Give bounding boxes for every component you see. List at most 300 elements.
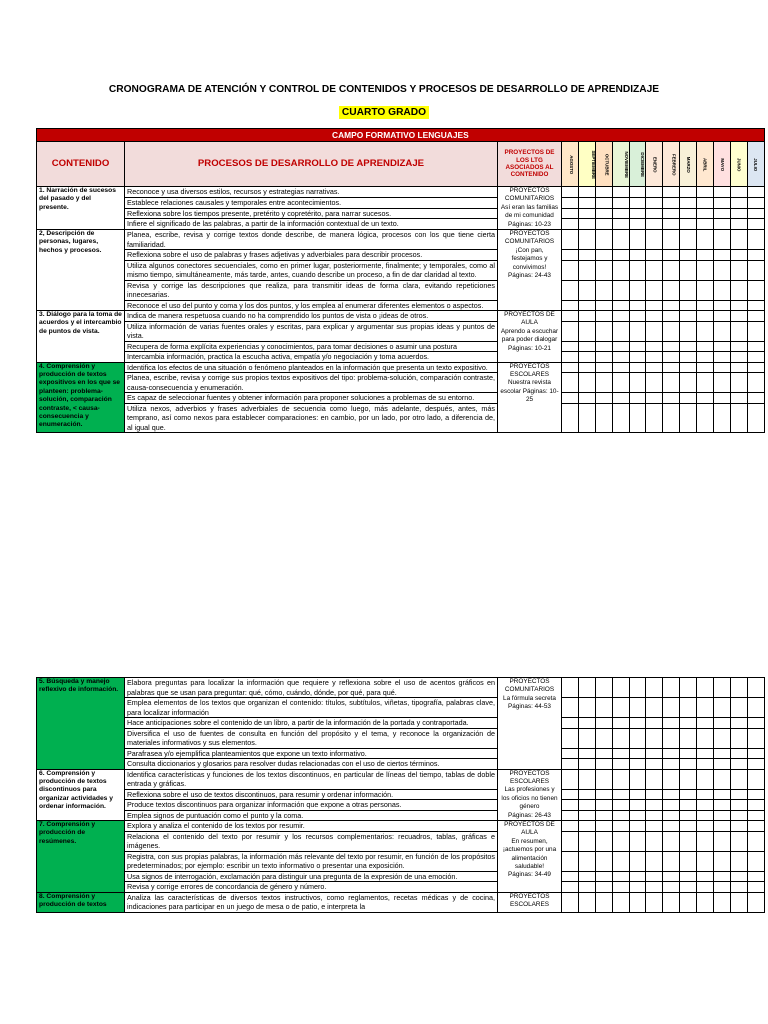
month-checkbox-cell[interactable]: [612, 718, 629, 729]
month-checkbox-cell[interactable]: [612, 800, 629, 811]
month-checkbox-cell[interactable]: [578, 748, 595, 759]
month-checkbox-cell[interactable]: [646, 748, 663, 759]
month-checkbox-cell[interactable]: [747, 280, 764, 300]
month-checkbox-cell[interactable]: [730, 748, 747, 759]
month-checkbox-cell[interactable]: [747, 821, 764, 832]
month-checkbox-cell[interactable]: [663, 311, 680, 322]
month-checkbox-cell[interactable]: [714, 810, 731, 821]
month-checkbox-cell[interactable]: [697, 230, 714, 250]
month-checkbox-cell[interactable]: [747, 311, 764, 322]
month-checkbox-cell[interactable]: [629, 718, 646, 729]
month-checkbox-cell[interactable]: [646, 769, 663, 789]
month-checkbox-cell[interactable]: [663, 789, 680, 800]
month-checkbox-cell[interactable]: [646, 789, 663, 800]
month-checkbox-cell[interactable]: [747, 769, 764, 789]
month-checkbox-cell[interactable]: [612, 892, 629, 912]
month-checkbox-cell[interactable]: [714, 219, 731, 230]
month-checkbox-cell[interactable]: [612, 311, 629, 322]
month-checkbox-cell[interactable]: [612, 219, 629, 230]
month-checkbox-cell[interactable]: [730, 230, 747, 250]
month-checkbox-cell[interactable]: [578, 821, 595, 832]
month-checkbox-cell[interactable]: [646, 871, 663, 882]
month-checkbox-cell[interactable]: [595, 250, 612, 261]
month-checkbox-cell[interactable]: [680, 821, 697, 832]
month-checkbox-cell[interactable]: [562, 892, 579, 912]
month-checkbox-cell[interactable]: [680, 341, 697, 352]
month-checkbox-cell[interactable]: [747, 230, 764, 250]
month-checkbox-cell[interactable]: [578, 678, 595, 698]
month-checkbox-cell[interactable]: [562, 352, 579, 363]
month-checkbox-cell[interactable]: [714, 748, 731, 759]
month-checkbox-cell[interactable]: [663, 728, 680, 748]
month-checkbox-cell[interactable]: [595, 882, 612, 893]
month-checkbox-cell[interactable]: [714, 892, 731, 912]
month-checkbox-cell[interactable]: [595, 393, 612, 404]
month-checkbox-cell[interactable]: [562, 810, 579, 821]
month-checkbox-cell[interactable]: [714, 280, 731, 300]
month-checkbox-cell[interactable]: [730, 250, 747, 261]
month-checkbox-cell[interactable]: [612, 280, 629, 300]
month-checkbox-cell[interactable]: [680, 810, 697, 821]
month-checkbox-cell[interactable]: [629, 393, 646, 404]
month-checkbox-cell[interactable]: [595, 810, 612, 821]
month-checkbox-cell[interactable]: [697, 341, 714, 352]
month-checkbox-cell[interactable]: [697, 800, 714, 811]
month-checkbox-cell[interactable]: [663, 821, 680, 832]
month-checkbox-cell[interactable]: [714, 260, 731, 280]
month-checkbox-cell[interactable]: [697, 250, 714, 261]
month-checkbox-cell[interactable]: [697, 311, 714, 322]
month-checkbox-cell[interactable]: [747, 748, 764, 759]
month-checkbox-cell[interactable]: [697, 748, 714, 759]
month-checkbox-cell[interactable]: [697, 280, 714, 300]
month-checkbox-cell[interactable]: [663, 800, 680, 811]
month-checkbox-cell[interactable]: [730, 260, 747, 280]
month-checkbox-cell[interactable]: [680, 197, 697, 208]
month-checkbox-cell[interactable]: [612, 230, 629, 250]
month-checkbox-cell[interactable]: [578, 393, 595, 404]
month-checkbox-cell[interactable]: [629, 362, 646, 373]
month-checkbox-cell[interactable]: [629, 851, 646, 871]
month-checkbox-cell[interactable]: [595, 321, 612, 341]
month-checkbox-cell[interactable]: [730, 197, 747, 208]
month-checkbox-cell[interactable]: [595, 759, 612, 770]
month-checkbox-cell[interactable]: [562, 851, 579, 871]
month-checkbox-cell[interactable]: [697, 882, 714, 893]
month-checkbox-cell[interactable]: [595, 187, 612, 198]
month-checkbox-cell[interactable]: [730, 851, 747, 871]
month-checkbox-cell[interactable]: [562, 748, 579, 759]
month-checkbox-cell[interactable]: [562, 698, 579, 718]
month-checkbox-cell[interactable]: [646, 403, 663, 433]
month-checkbox-cell[interactable]: [612, 882, 629, 893]
month-checkbox-cell[interactable]: [629, 871, 646, 882]
month-checkbox-cell[interactable]: [747, 373, 764, 393]
month-checkbox-cell[interactable]: [680, 187, 697, 198]
month-checkbox-cell[interactable]: [680, 393, 697, 404]
month-checkbox-cell[interactable]: [680, 321, 697, 341]
month-checkbox-cell[interactable]: [595, 871, 612, 882]
month-checkbox-cell[interactable]: [663, 831, 680, 851]
month-checkbox-cell[interactable]: [578, 810, 595, 821]
month-checkbox-cell[interactable]: [612, 851, 629, 871]
month-checkbox-cell[interactable]: [629, 230, 646, 250]
month-checkbox-cell[interactable]: [663, 698, 680, 718]
month-checkbox-cell[interactable]: [730, 373, 747, 393]
month-checkbox-cell[interactable]: [697, 851, 714, 871]
month-checkbox-cell[interactable]: [578, 698, 595, 718]
month-checkbox-cell[interactable]: [646, 373, 663, 393]
month-checkbox-cell[interactable]: [562, 759, 579, 770]
month-checkbox-cell[interactable]: [612, 759, 629, 770]
month-checkbox-cell[interactable]: [646, 250, 663, 261]
month-checkbox-cell[interactable]: [612, 362, 629, 373]
month-checkbox-cell[interactable]: [680, 300, 697, 311]
month-checkbox-cell[interactable]: [730, 352, 747, 363]
month-checkbox-cell[interactable]: [680, 769, 697, 789]
month-checkbox-cell[interactable]: [562, 280, 579, 300]
month-checkbox-cell[interactable]: [595, 892, 612, 912]
month-checkbox-cell[interactable]: [629, 403, 646, 433]
month-checkbox-cell[interactable]: [578, 892, 595, 912]
month-checkbox-cell[interactable]: [595, 280, 612, 300]
month-checkbox-cell[interactable]: [595, 352, 612, 363]
month-checkbox-cell[interactable]: [629, 810, 646, 821]
month-checkbox-cell[interactable]: [747, 882, 764, 893]
month-checkbox-cell[interactable]: [747, 851, 764, 871]
month-checkbox-cell[interactable]: [747, 800, 764, 811]
month-checkbox-cell[interactable]: [578, 403, 595, 433]
month-checkbox-cell[interactable]: [663, 718, 680, 729]
month-checkbox-cell[interactable]: [714, 871, 731, 882]
month-checkbox-cell[interactable]: [612, 403, 629, 433]
month-checkbox-cell[interactable]: [730, 280, 747, 300]
month-checkbox-cell[interactable]: [747, 321, 764, 341]
month-checkbox-cell[interactable]: [629, 882, 646, 893]
month-checkbox-cell[interactable]: [562, 230, 579, 250]
month-checkbox-cell[interactable]: [578, 851, 595, 871]
month-checkbox-cell[interactable]: [730, 219, 747, 230]
month-checkbox-cell[interactable]: [646, 831, 663, 851]
month-checkbox-cell[interactable]: [697, 759, 714, 770]
month-checkbox-cell[interactable]: [595, 678, 612, 698]
month-checkbox-cell[interactable]: [562, 393, 579, 404]
month-checkbox-cell[interactable]: [714, 403, 731, 433]
month-checkbox-cell[interactable]: [612, 698, 629, 718]
month-checkbox-cell[interactable]: [730, 892, 747, 912]
month-checkbox-cell[interactable]: [680, 678, 697, 698]
month-checkbox-cell[interactable]: [562, 300, 579, 311]
month-checkbox-cell[interactable]: [629, 831, 646, 851]
month-checkbox-cell[interactable]: [697, 393, 714, 404]
month-checkbox-cell[interactable]: [730, 300, 747, 311]
month-checkbox-cell[interactable]: [697, 300, 714, 311]
month-checkbox-cell[interactable]: [663, 250, 680, 261]
month-checkbox-cell[interactable]: [612, 260, 629, 280]
month-checkbox-cell[interactable]: [562, 197, 579, 208]
month-checkbox-cell[interactable]: [714, 321, 731, 341]
month-checkbox-cell[interactable]: [714, 882, 731, 893]
month-checkbox-cell[interactable]: [730, 321, 747, 341]
month-checkbox-cell[interactable]: [714, 352, 731, 363]
month-checkbox-cell[interactable]: [595, 831, 612, 851]
month-checkbox-cell[interactable]: [663, 352, 680, 363]
month-checkbox-cell[interactable]: [730, 831, 747, 851]
month-checkbox-cell[interactable]: [697, 821, 714, 832]
month-checkbox-cell[interactable]: [714, 373, 731, 393]
month-checkbox-cell[interactable]: [612, 341, 629, 352]
month-checkbox-cell[interactable]: [747, 250, 764, 261]
month-checkbox-cell[interactable]: [595, 260, 612, 280]
month-checkbox-cell[interactable]: [578, 250, 595, 261]
month-checkbox-cell[interactable]: [562, 260, 579, 280]
month-checkbox-cell[interactable]: [646, 718, 663, 729]
month-checkbox-cell[interactable]: [714, 300, 731, 311]
month-checkbox-cell[interactable]: [747, 187, 764, 198]
month-checkbox-cell[interactable]: [629, 892, 646, 912]
month-checkbox-cell[interactable]: [730, 678, 747, 698]
month-checkbox-cell[interactable]: [629, 678, 646, 698]
month-checkbox-cell[interactable]: [730, 810, 747, 821]
month-checkbox-cell[interactable]: [612, 250, 629, 261]
month-checkbox-cell[interactable]: [697, 373, 714, 393]
month-checkbox-cell[interactable]: [578, 352, 595, 363]
month-checkbox-cell[interactable]: [697, 769, 714, 789]
month-checkbox-cell[interactable]: [714, 208, 731, 219]
month-checkbox-cell[interactable]: [646, 892, 663, 912]
month-checkbox-cell[interactable]: [730, 821, 747, 832]
month-checkbox-cell[interactable]: [714, 311, 731, 322]
month-checkbox-cell[interactable]: [663, 187, 680, 198]
month-checkbox-cell[interactable]: [730, 759, 747, 770]
month-checkbox-cell[interactable]: [595, 311, 612, 322]
month-checkbox-cell[interactable]: [578, 197, 595, 208]
month-checkbox-cell[interactable]: [646, 321, 663, 341]
month-checkbox-cell[interactable]: [730, 800, 747, 811]
month-checkbox-cell[interactable]: [747, 718, 764, 729]
month-checkbox-cell[interactable]: [663, 280, 680, 300]
month-checkbox-cell[interactable]: [562, 208, 579, 219]
month-checkbox-cell[interactable]: [646, 187, 663, 198]
month-checkbox-cell[interactable]: [747, 197, 764, 208]
month-checkbox-cell[interactable]: [730, 871, 747, 882]
month-checkbox-cell[interactable]: [646, 352, 663, 363]
month-checkbox-cell[interactable]: [747, 352, 764, 363]
month-checkbox-cell[interactable]: [646, 230, 663, 250]
month-checkbox-cell[interactable]: [562, 789, 579, 800]
month-checkbox-cell[interactable]: [680, 728, 697, 748]
month-checkbox-cell[interactable]: [663, 321, 680, 341]
month-checkbox-cell[interactable]: [629, 300, 646, 311]
month-checkbox-cell[interactable]: [747, 300, 764, 311]
month-checkbox-cell[interactable]: [612, 208, 629, 219]
month-checkbox-cell[interactable]: [629, 260, 646, 280]
month-checkbox-cell[interactable]: [730, 698, 747, 718]
month-checkbox-cell[interactable]: [747, 728, 764, 748]
month-checkbox-cell[interactable]: [612, 821, 629, 832]
month-checkbox-cell[interactable]: [612, 748, 629, 759]
month-checkbox-cell[interactable]: [730, 187, 747, 198]
month-checkbox-cell[interactable]: [680, 871, 697, 882]
month-checkbox-cell[interactable]: [663, 678, 680, 698]
month-checkbox-cell[interactable]: [612, 728, 629, 748]
month-checkbox-cell[interactable]: [646, 311, 663, 322]
month-checkbox-cell[interactable]: [747, 403, 764, 433]
month-checkbox-cell[interactable]: [646, 393, 663, 404]
month-checkbox-cell[interactable]: [714, 718, 731, 729]
month-checkbox-cell[interactable]: [578, 831, 595, 851]
month-checkbox-cell[interactable]: [663, 769, 680, 789]
month-checkbox-cell[interactable]: [578, 769, 595, 789]
month-checkbox-cell[interactable]: [663, 208, 680, 219]
month-checkbox-cell[interactable]: [595, 698, 612, 718]
month-checkbox-cell[interactable]: [646, 728, 663, 748]
month-checkbox-cell[interactable]: [562, 678, 579, 698]
month-checkbox-cell[interactable]: [562, 769, 579, 789]
month-checkbox-cell[interactable]: [629, 789, 646, 800]
month-checkbox-cell[interactable]: [612, 300, 629, 311]
month-checkbox-cell[interactable]: [612, 197, 629, 208]
month-checkbox-cell[interactable]: [697, 219, 714, 230]
month-checkbox-cell[interactable]: [629, 728, 646, 748]
month-checkbox-cell[interactable]: [612, 187, 629, 198]
month-checkbox-cell[interactable]: [595, 748, 612, 759]
month-checkbox-cell[interactable]: [595, 373, 612, 393]
month-checkbox-cell[interactable]: [730, 882, 747, 893]
month-checkbox-cell[interactable]: [595, 341, 612, 352]
month-checkbox-cell[interactable]: [663, 748, 680, 759]
month-checkbox-cell[interactable]: [646, 800, 663, 811]
month-checkbox-cell[interactable]: [663, 300, 680, 311]
month-checkbox-cell[interactable]: [578, 208, 595, 219]
month-checkbox-cell[interactable]: [612, 871, 629, 882]
month-checkbox-cell[interactable]: [663, 851, 680, 871]
month-checkbox-cell[interactable]: [680, 362, 697, 373]
month-checkbox-cell[interactable]: [663, 759, 680, 770]
month-checkbox-cell[interactable]: [697, 831, 714, 851]
month-checkbox-cell[interactable]: [714, 187, 731, 198]
month-checkbox-cell[interactable]: [697, 789, 714, 800]
month-checkbox-cell[interactable]: [562, 250, 579, 261]
month-checkbox-cell[interactable]: [562, 321, 579, 341]
month-checkbox-cell[interactable]: [747, 759, 764, 770]
month-checkbox-cell[interactable]: [747, 260, 764, 280]
month-checkbox-cell[interactable]: [730, 362, 747, 373]
month-checkbox-cell[interactable]: [595, 300, 612, 311]
month-checkbox-cell[interactable]: [663, 230, 680, 250]
month-checkbox-cell[interactable]: [680, 698, 697, 718]
month-checkbox-cell[interactable]: [714, 769, 731, 789]
month-checkbox-cell[interactable]: [629, 187, 646, 198]
month-checkbox-cell[interactable]: [629, 280, 646, 300]
month-checkbox-cell[interactable]: [714, 728, 731, 748]
month-checkbox-cell[interactable]: [697, 718, 714, 729]
month-checkbox-cell[interactable]: [680, 800, 697, 811]
month-checkbox-cell[interactable]: [646, 280, 663, 300]
month-checkbox-cell[interactable]: [578, 718, 595, 729]
month-checkbox-cell[interactable]: [697, 208, 714, 219]
month-checkbox-cell[interactable]: [629, 197, 646, 208]
month-checkbox-cell[interactable]: [697, 260, 714, 280]
month-checkbox-cell[interactable]: [646, 851, 663, 871]
month-checkbox-cell[interactable]: [629, 311, 646, 322]
month-checkbox-cell[interactable]: [680, 280, 697, 300]
month-checkbox-cell[interactable]: [680, 230, 697, 250]
month-checkbox-cell[interactable]: [595, 821, 612, 832]
month-checkbox-cell[interactable]: [680, 789, 697, 800]
month-checkbox-cell[interactable]: [578, 789, 595, 800]
month-checkbox-cell[interactable]: [747, 678, 764, 698]
month-checkbox-cell[interactable]: [730, 728, 747, 748]
month-checkbox-cell[interactable]: [663, 373, 680, 393]
month-checkbox-cell[interactable]: [680, 851, 697, 871]
month-checkbox-cell[interactable]: [578, 362, 595, 373]
month-checkbox-cell[interactable]: [629, 208, 646, 219]
month-checkbox-cell[interactable]: [680, 373, 697, 393]
month-checkbox-cell[interactable]: [595, 789, 612, 800]
month-checkbox-cell[interactable]: [680, 403, 697, 433]
month-checkbox-cell[interactable]: [680, 882, 697, 893]
month-checkbox-cell[interactable]: [562, 341, 579, 352]
month-checkbox-cell[interactable]: [595, 362, 612, 373]
month-checkbox-cell[interactable]: [714, 230, 731, 250]
month-checkbox-cell[interactable]: [578, 882, 595, 893]
month-checkbox-cell[interactable]: [747, 892, 764, 912]
month-checkbox-cell[interactable]: [646, 341, 663, 352]
month-checkbox-cell[interactable]: [612, 810, 629, 821]
month-checkbox-cell[interactable]: [680, 759, 697, 770]
month-checkbox-cell[interactable]: [646, 260, 663, 280]
month-checkbox-cell[interactable]: [578, 341, 595, 352]
month-checkbox-cell[interactable]: [578, 321, 595, 341]
month-checkbox-cell[interactable]: [629, 698, 646, 718]
month-checkbox-cell[interactable]: [730, 789, 747, 800]
month-checkbox-cell[interactable]: [663, 260, 680, 280]
month-checkbox-cell[interactable]: [578, 728, 595, 748]
month-checkbox-cell[interactable]: [646, 300, 663, 311]
month-checkbox-cell[interactable]: [663, 341, 680, 352]
month-checkbox-cell[interactable]: [629, 219, 646, 230]
month-checkbox-cell[interactable]: [680, 352, 697, 363]
month-checkbox-cell[interactable]: [714, 831, 731, 851]
month-checkbox-cell[interactable]: [629, 748, 646, 759]
month-checkbox-cell[interactable]: [730, 393, 747, 404]
month-checkbox-cell[interactable]: [578, 373, 595, 393]
month-checkbox-cell[interactable]: [747, 219, 764, 230]
month-checkbox-cell[interactable]: [714, 341, 731, 352]
month-checkbox-cell[interactable]: [747, 810, 764, 821]
month-checkbox-cell[interactable]: [697, 892, 714, 912]
month-checkbox-cell[interactable]: [612, 678, 629, 698]
month-checkbox-cell[interactable]: [595, 208, 612, 219]
month-checkbox-cell[interactable]: [562, 800, 579, 811]
month-checkbox-cell[interactable]: [595, 800, 612, 811]
month-checkbox-cell[interactable]: [562, 831, 579, 851]
month-checkbox-cell[interactable]: [680, 208, 697, 219]
month-checkbox-cell[interactable]: [578, 187, 595, 198]
month-checkbox-cell[interactable]: [562, 728, 579, 748]
month-checkbox-cell[interactable]: [697, 678, 714, 698]
month-checkbox-cell[interactable]: [629, 373, 646, 393]
month-checkbox-cell[interactable]: [646, 362, 663, 373]
month-checkbox-cell[interactable]: [714, 821, 731, 832]
month-checkbox-cell[interactable]: [730, 403, 747, 433]
month-checkbox-cell[interactable]: [595, 718, 612, 729]
month-checkbox-cell[interactable]: [595, 728, 612, 748]
month-checkbox-cell[interactable]: [646, 882, 663, 893]
month-checkbox-cell[interactable]: [578, 311, 595, 322]
month-checkbox-cell[interactable]: [697, 728, 714, 748]
